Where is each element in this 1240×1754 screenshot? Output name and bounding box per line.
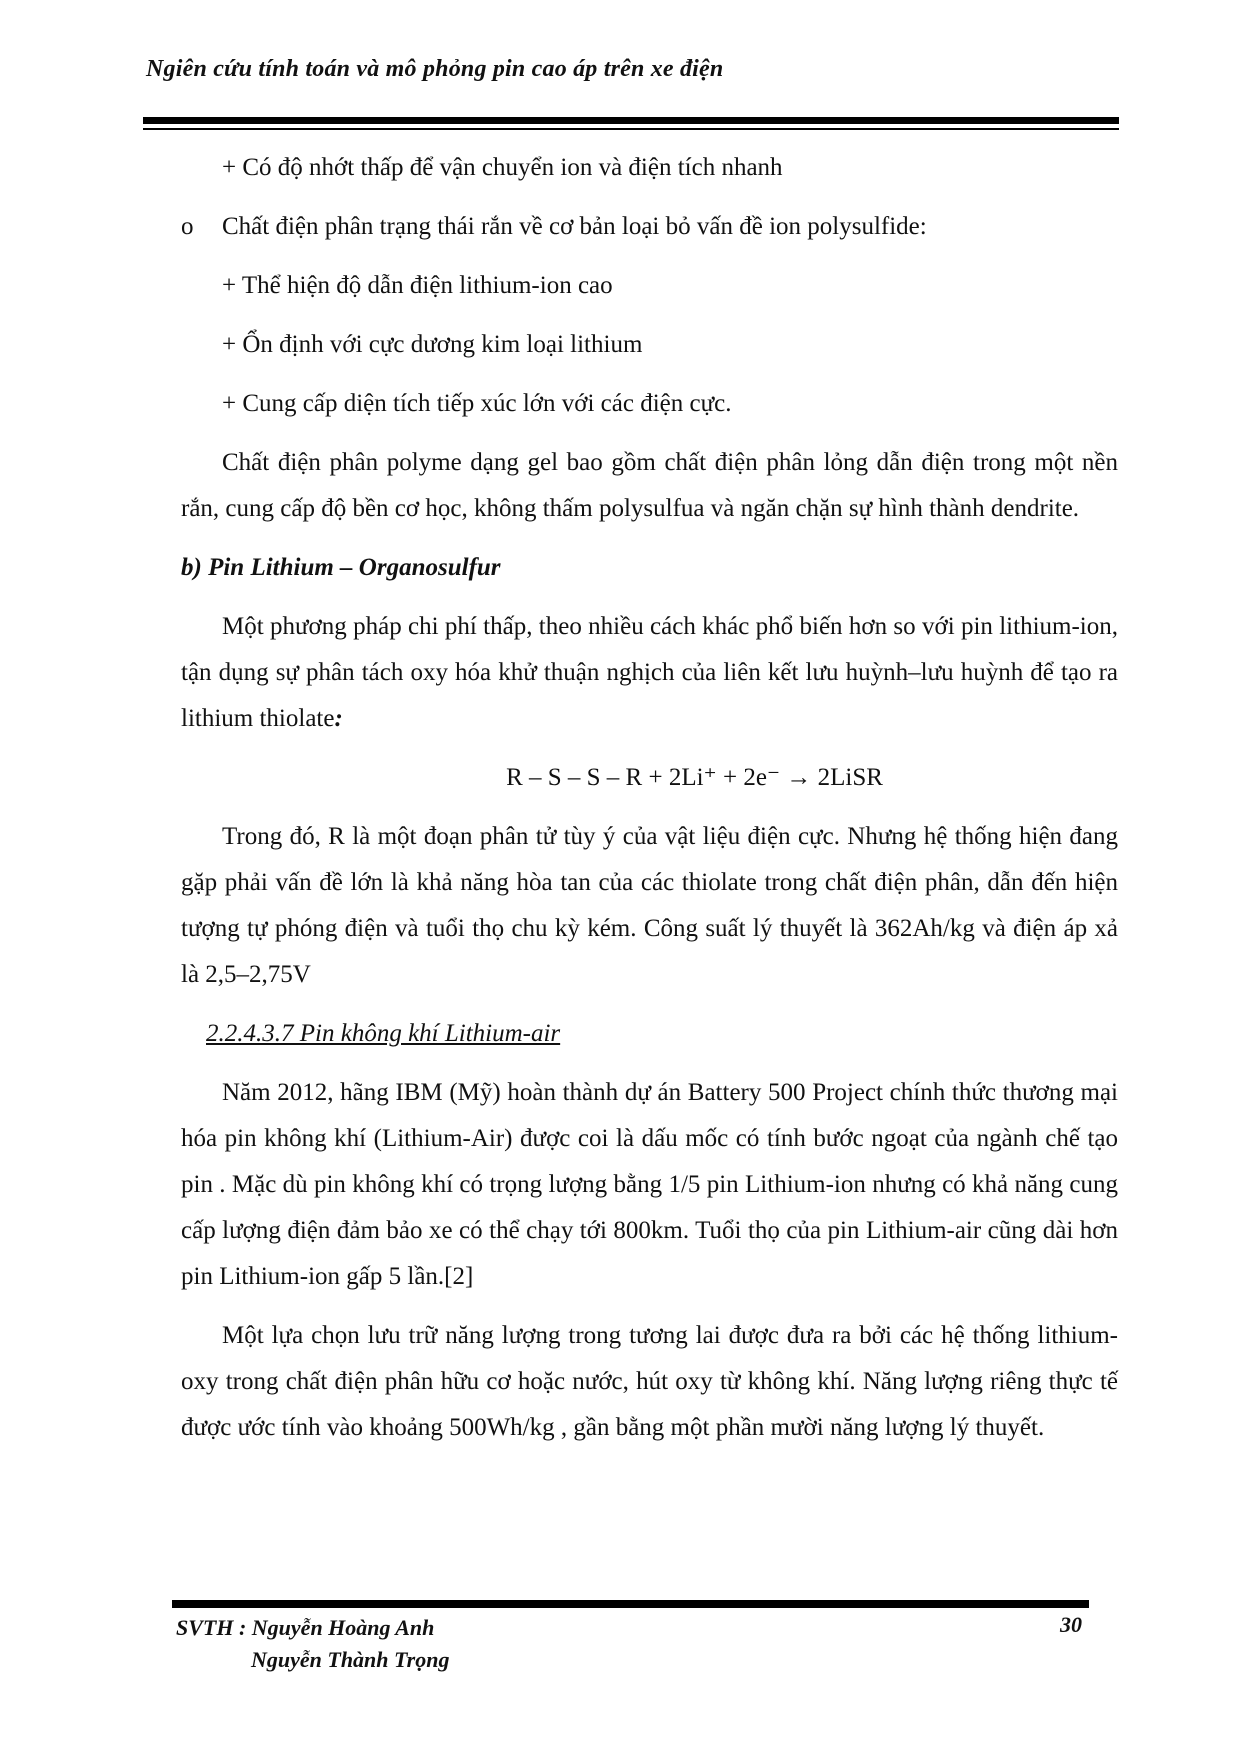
- sub-item-conductivity: + Thể hiện độ dẫn điện lithium-ion cao: [222, 272, 613, 299]
- paragraph-lithium-oxy: Một lựa chọn lưu trữ năng lượng trong tương lai được đưa ra bởi các hệ thống lithium-oxy trong chất điện phân hữu cơ hoặc nước, hút oxy từ không khí. Năng lượng riêng thực tế được ước tính vào khoảng 500Wh/kg , gần bằng một phần mười năng lượng lý thuyết.: [181, 1322, 1118, 1441]
- paragraph-thiolate: Trong đó, R là một đoạn phân tử tùy ý của vật liệu điện cực. Nhưng hệ thống hiện đang gặp phải vấn đề lớn là khả năng hòa tan của các thiolate trong chất điện phân, dẫn đến hiện tượng tự phóng điện và tuổi thọ chu kỳ kém. Công suất lý thuyết là 362Ah/kg và điện áp xả là 2,5–2,75V: [181, 823, 1118, 988]
- paragraph-organosulfur-colon: :: [334, 705, 343, 732]
- page-number: 30: [1060, 1612, 1082, 1637]
- paragraph-gel-polymer: Chất điện phân polyme dạng gel bao gồm chất điện phân lỏng dẫn điện trong một nền rắn, cung cấp độ bền cơ học, không thấm polysulfua và ngăn chặn sự hình thành dendrite.: [181, 449, 1118, 522]
- bullet-marker: o: [181, 213, 194, 240]
- paragraph-ibm: Năm 2012, hãng IBM (Mỹ) hoàn thành dự án Battery 500 Project chính thức thương mại hóa pin không khí (Lithium-Air) được coi là dấu mốc có tính bước ngoạt của ngành chế tạo pin . Mặc dù pin không khí có trọng lượng bằng 1/5 pin Lithium-ion nhưng có khả năng cung cấp lượng điện đảm bảo xe có thể chạy tới 800km. Tuổi thọ của pin Lithium-air cũng dài hơn pin Lithium-ion gấp 5 lần.[2]: [181, 1079, 1118, 1290]
- page-header-title: Ngiên cứu tính toán và mô phỏng pin cao áp trên xe điện: [146, 56, 724, 82]
- footer-author-1: SVTH : Nguyễn Hoàng Anh: [176, 1615, 435, 1640]
- footer-divider: [172, 1600, 1089, 1608]
- header-divider-thin: [143, 128, 1119, 130]
- sub-item-stability: + Ổn định với cực dương kim loại lithium: [222, 331, 643, 358]
- sub-item-contact-area: + Cung cấp diện tích tiếp xúc lớn với các điện cực.: [222, 390, 732, 417]
- sub-item-viscosity: + Có độ nhớt thấp để vận chuyển ion và điện tích nhanh: [222, 154, 783, 181]
- paragraph-organosulfur-text: Một phương pháp chi phí thấp, theo nhiều cách khác phổ biến hơn so với pin lithium-ion, tận dụng sự phân tách oxy hóa khử thuận nghịch của liên kết lưu huỳnh–lưu huỳnh để tạo ra lithium thiolate: [181, 613, 1118, 732]
- bullet-text: Chất điện phân trạng thái rắn về cơ bản loại bỏ vấn đề ion polysulfide:: [222, 213, 927, 240]
- footer-authors: [176, 1612, 449, 1676]
- section-heading-organosulfur: b) Pin Lithium – Organosulfur: [181, 554, 501, 581]
- page-body: [181, 145, 1118, 1464]
- bullet-item-solid-electrolyte: [181, 204, 1118, 250]
- chemical-equation: R – S – S – R + 2Li⁺ + 2e⁻ → 2LiSR: [506, 764, 883, 791]
- footer-author-2: Nguyễn Thành Trọng: [251, 1647, 450, 1672]
- paragraph-organosulfur: [181, 604, 1118, 742]
- header-divider: [143, 117, 1119, 124]
- section-heading-lithium-air: 2.2.4.3.7 Pin không khí Lithium-air: [206, 1020, 561, 1047]
